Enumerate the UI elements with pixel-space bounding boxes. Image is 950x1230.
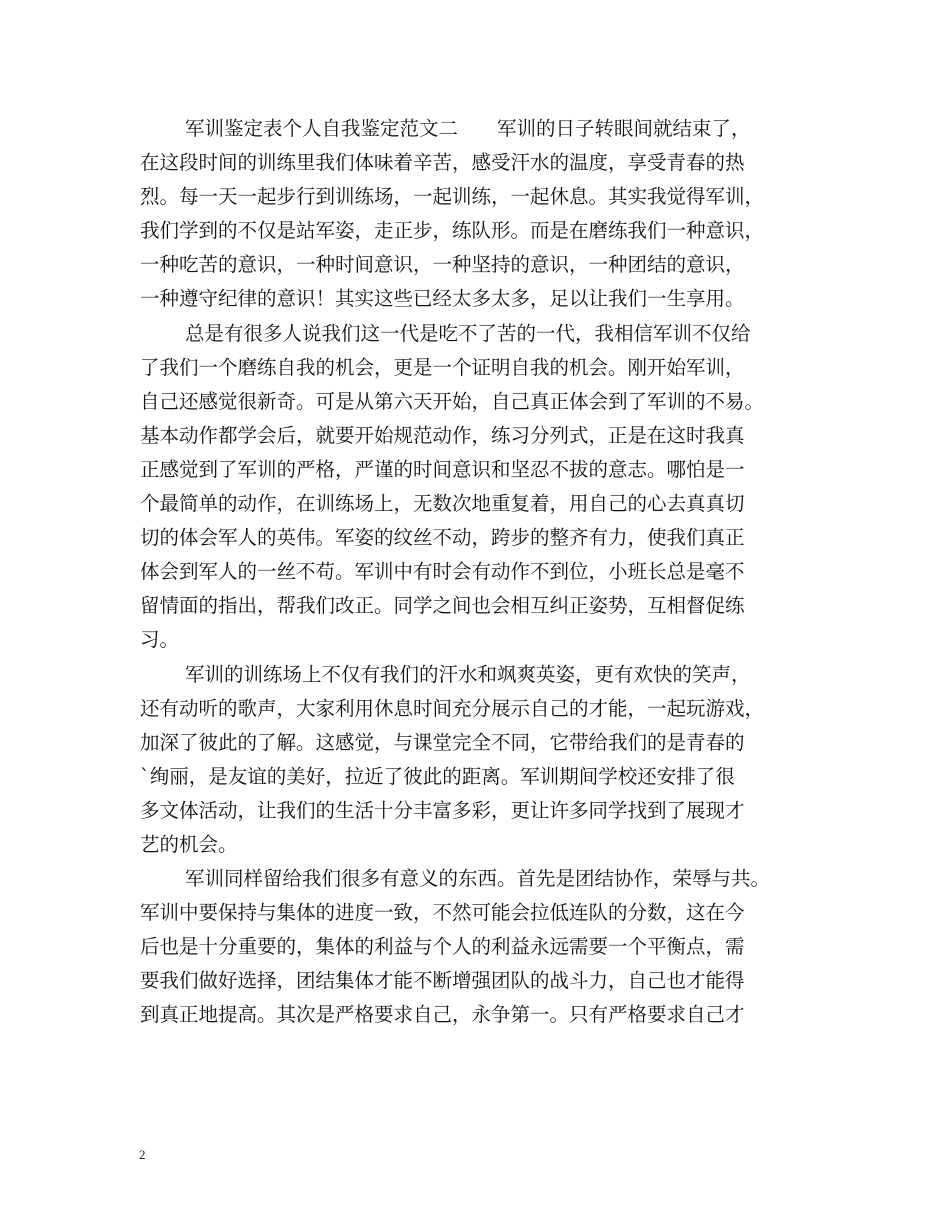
page-number: 2 [139,1147,146,1162]
paragraph-line: 烈。每一天一起步行到训练场，一起训练，一起休息。其实我觉得军训， [140,185,765,209]
document-body [140,112,820,1033]
paragraph-line: `绚丽，是友谊的美好，拉近了彼此的距离。军训期间学校还安排了很 [140,764,735,788]
paragraph-line: 留情面的指出，帮我们改正。同学之间也会相互纠正姿势，互相督促练 [140,594,745,618]
paragraph-line: 艺的机会。 [140,832,238,856]
paragraph-line: 后也是十分重要的，集体的利益与个人的利益永远需要一个平衡点，需 [140,935,745,959]
paragraph-line: 自己还感觉很新奇。可是从第六天开始，自己真正体会到了军训的不易。 [140,389,765,413]
paragraph-line: 体会到军人的一丝不苟。军训中有时会有动作不到位，小班长总是毫不 [140,560,745,584]
paragraph-line: 多文体活动，让我们的生活十分丰富多彩，更让许多同学找到了展现才 [140,798,745,822]
paragraph-line: 我们学到的不仅是站军姿，走正步，练队形。而是在磨练我们一种意识， [140,219,765,243]
paragraph-line: 个最简单的动作，在训练场上，无数次地重复着，用自己的心去真真切 [140,492,745,516]
paragraph-line: 基本动作都学会后，就要开始规范动作，练习分列式，正是在这时我真 [140,423,745,447]
paragraph-line: 还有动听的歌声，大家利用休息时间充分展示自己的才能，一起玩游戏， [140,696,765,720]
paragraph-line: 到真正地提高。其次是严格要求自己，永争第一。只有严格要求自己才 [140,1003,745,1027]
paragraph-line: 军训的训练场上不仅有我们的汗水和飒爽英姿，更有欢快的笑声， [185,662,751,686]
paragraph-line: 军训同样留给我们很多有意义的东西。首先是团结协作，荣辱与共。 [185,867,771,891]
paragraph-line: 了我们一个磨练自我的机会，更是一个证明自我的机会。刚开始军训， [140,355,745,379]
paragraph-line: 一种遵守纪律的意识！其实这些已经太多太多，足以让我们一生享用。 [140,287,745,311]
paragraph-line: 正感觉到了军训的严格，严谨的时间意识和坚忍不拔的意志。哪怕是一 [140,457,745,481]
paragraph-line: 要我们做好选择，团结集体才能不断增强团队的战斗力，自己也才能得 [140,969,745,993]
paragraph-line: 军训鉴定表个人自我鉴定范文二 军训的日子转眼间就结束了， [185,117,751,140]
paragraph-line: 切的体会军人的英伟。军姿的纹丝不动，跨步的整齐有力，使我们真正 [140,526,745,550]
paragraph-line: 在这段时间的训练里我们体味着辛苦，感受汗水的温度，享受青春的热 [140,151,745,175]
paragraph-line: 一种吃苦的意识，一种时间意识，一种坚持的意识，一种团结的意识， [140,253,745,277]
paragraph-line: 习。 [140,628,180,652]
paragraph-line: 加深了彼此的了解。这感觉，与课堂完全不同，它带给我们的是青春的 [140,730,745,754]
paragraph-line: 总是有很多人说我们这一代是吃不了苦的一代，我相信军训不仅给 [185,321,751,345]
paragraph-line: 军训中要保持与集体的进度一致，不然可能会拉低连队的分数，这在今 [140,901,745,925]
